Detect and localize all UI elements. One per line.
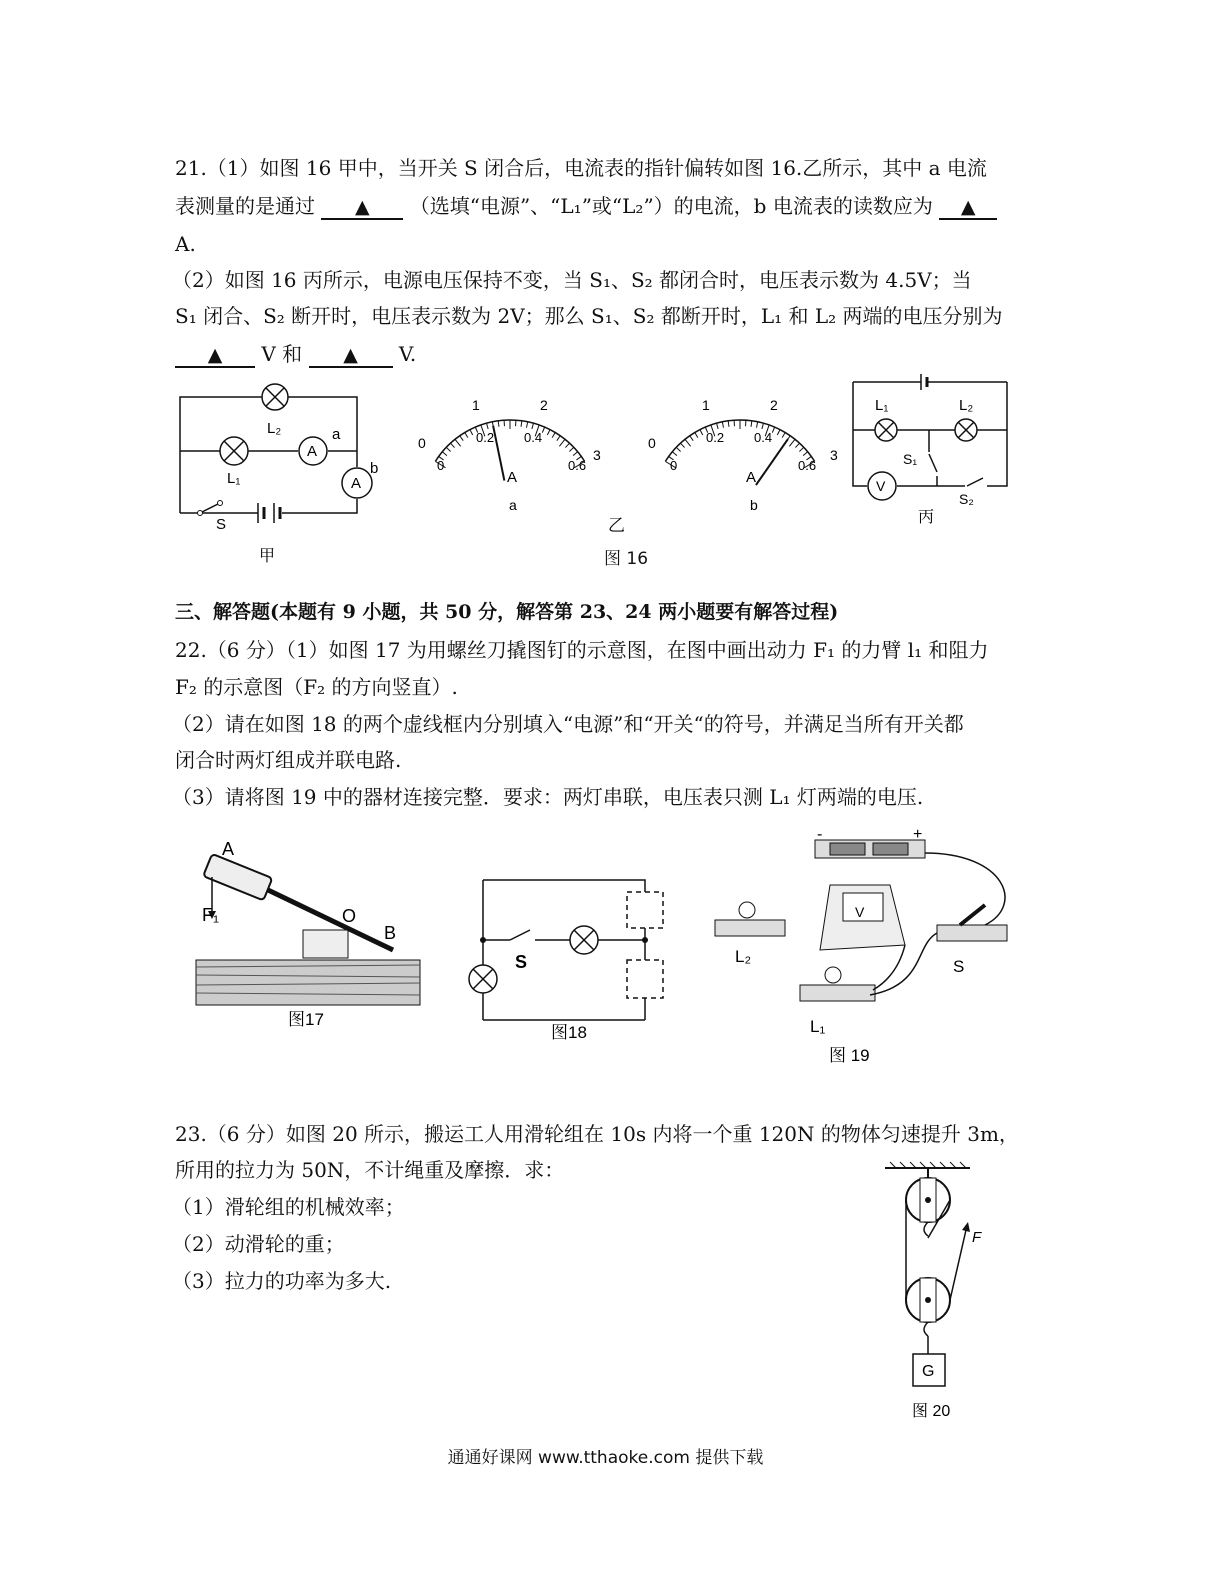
meter-tick bbox=[465, 433, 468, 438]
fig16-yi-label: 乙 bbox=[608, 516, 625, 536]
answer-blank-1[interactable]: ▲ bbox=[321, 196, 403, 220]
meter-tick bbox=[455, 439, 461, 446]
fig19-voltmeter-symbol: V bbox=[855, 904, 865, 920]
answer-blank-3[interactable]: ▲ bbox=[175, 344, 255, 368]
meter-tick bbox=[676, 447, 680, 451]
q21-text-b: （选填“电源”、“L₁”或“L₂”）的电流，b 电流表的读数应为 bbox=[409, 194, 933, 218]
meter-tick bbox=[446, 447, 450, 451]
meter-b-top-2: 2 bbox=[770, 397, 778, 413]
q21-line4: （2）如图 16 丙所示，电源电压保持不变，当 S₁、S₂ 都闭合时，电压表示数为 4.5V；当 bbox=[172, 268, 972, 292]
meter-tick bbox=[717, 423, 719, 429]
fig20-label-F: F bbox=[972, 1229, 982, 1246]
meter-a-top-3: 3 bbox=[593, 447, 601, 463]
jia-label-S: S bbox=[216, 516, 227, 533]
q22-line2: F₂ 的示意图（F₂ 的方向竖直）. bbox=[175, 675, 458, 699]
fig17-label-F1: F₁ bbox=[202, 905, 220, 925]
bing-caption: 丙 bbox=[918, 509, 935, 526]
meter-tick bbox=[573, 452, 578, 456]
meter-tick bbox=[557, 436, 560, 441]
meter-tick bbox=[487, 423, 489, 429]
meter-b-bottom-0.4: 0.4 bbox=[754, 430, 773, 445]
q21-line2 bbox=[175, 192, 997, 220]
meter-needle bbox=[493, 426, 504, 481]
fig16-caption: 图 16 bbox=[604, 549, 649, 569]
meter-tick bbox=[728, 421, 729, 427]
q21-text-v: V. bbox=[398, 342, 417, 366]
bing-label-S2: S₂ bbox=[959, 491, 974, 507]
meter-a-name: a bbox=[509, 497, 517, 513]
meter-tick bbox=[521, 421, 522, 427]
meter-b-bottom-0.6: 0.6 bbox=[798, 458, 817, 473]
jia-label-a: a bbox=[332, 426, 341, 443]
meter-tick bbox=[498, 421, 499, 427]
fig20-label-G: G bbox=[922, 1363, 935, 1380]
meter-tick bbox=[681, 443, 685, 447]
meter-tick bbox=[470, 430, 473, 435]
bing-label-S1: S₁ bbox=[903, 451, 918, 467]
q22-line3: （2）请在如图 18 的两个虚线框内分别填入“电源”和“开关“的符号，并满足当所有开关都 bbox=[172, 712, 964, 736]
q23-line1: 23.（6 分）如图 20 所示，搬运工人用滑轮组在 10s 内将一个重 120N 的物体匀速提升 3m， bbox=[175, 1122, 1019, 1146]
fig19-label-S: S bbox=[953, 957, 965, 976]
q21-line1: 21.（1）如图 16 甲中，当开关 S 闭合后，电流表的指针偏转如图 16.乙所示，其中 a 电流 bbox=[175, 156, 987, 180]
meter-a-top-0: 0 bbox=[418, 435, 426, 451]
meter-tick bbox=[777, 430, 780, 435]
meter-tick bbox=[526, 422, 527, 428]
q22-line5: （3）请将图 19 中的器材连接完整．要求：两灯串联，电压表只测 L₁ 灯两端的电压. bbox=[172, 785, 924, 809]
meter-tick bbox=[695, 433, 698, 438]
fig17-label-A: A bbox=[222, 839, 235, 859]
answer-blank-4[interactable]: ▲ bbox=[309, 344, 393, 368]
fig18-circuit bbox=[465, 870, 675, 1050]
bing-label-L2: L₂ bbox=[959, 397, 974, 414]
q22-line1: 22.（6 分）（1）如图 17 为用螺丝刀撬图钉的示意图，在图中画出动力 F₁ 的力臂 l₁ 和阻力 bbox=[175, 638, 989, 662]
q21-line5: S₁ 闭合、S₂ 断开时，电压表示数为 2V；那么 S₁、S₂ 都断开时，L₁ 和 L₂ 两端的电压分别为 bbox=[175, 304, 1003, 328]
meter-tick bbox=[460, 436, 463, 441]
q21-line6 bbox=[175, 340, 416, 368]
meter-b-bottom-0.2: 0.2 bbox=[706, 430, 725, 445]
meter-tick bbox=[722, 422, 723, 428]
meter-tick bbox=[756, 422, 757, 428]
meter-tick bbox=[442, 452, 447, 456]
fig19-label-L1: L₁ bbox=[810, 1017, 826, 1036]
section-3-heading: 三、解答题(本题有 9 小题，共 50 分，解答第 23、24 两小题要有解答过程) bbox=[175, 601, 839, 623]
q23-line2: 所用的拉力为 50N，不计绳重及摩擦．求： bbox=[175, 1158, 565, 1182]
fig19-caption: 图 19 bbox=[829, 1046, 870, 1065]
meter-a-bottom-0.4: 0.4 bbox=[524, 430, 543, 445]
jia-ammeter-a-symbol: A bbox=[307, 443, 318, 460]
q23-line3: （1）滑轮组的机械效率； bbox=[172, 1195, 405, 1219]
fig18-caption: 图18 bbox=[551, 1023, 587, 1042]
bing-label-L1: L₁ bbox=[875, 397, 889, 414]
meter-tick bbox=[772, 427, 774, 433]
meter-tick bbox=[565, 443, 569, 447]
meter-tick bbox=[751, 421, 752, 427]
meter-a-bottom-0.2: 0.2 bbox=[476, 430, 495, 445]
meter-tick bbox=[690, 436, 693, 441]
fig17-label-B: B bbox=[384, 923, 397, 943]
meter-tick bbox=[532, 423, 534, 429]
meter-a-top-1: 1 bbox=[472, 397, 480, 413]
jia-label-L2: L₂ bbox=[267, 420, 282, 437]
meter-tick bbox=[789, 439, 795, 446]
fig19-battery-plus: + bbox=[913, 826, 923, 843]
meter-tick bbox=[672, 452, 677, 456]
meter-b-top-0: 0 bbox=[648, 435, 656, 451]
q21-line3: A. bbox=[175, 232, 196, 256]
meter-b-name: b bbox=[750, 497, 758, 513]
fig19-label-L2: L₂ bbox=[735, 947, 752, 966]
meter-b-top-3: 3 bbox=[830, 447, 838, 463]
meter-b-unit: A bbox=[746, 469, 757, 486]
q23-line4: （2）动滑轮的重； bbox=[172, 1232, 345, 1256]
meter-b-top-1: 1 bbox=[702, 397, 710, 413]
meter-tick bbox=[803, 452, 808, 456]
q21-text-a: 表测量的是通过 bbox=[175, 194, 315, 218]
meter-tick bbox=[782, 433, 785, 438]
jia-label-L1: L₁ bbox=[227, 470, 241, 487]
meter-tick bbox=[762, 423, 764, 429]
fig20-pulley bbox=[870, 1160, 990, 1425]
meter-a-top-2: 2 bbox=[540, 397, 548, 413]
meter-tick bbox=[547, 430, 550, 435]
meter-a-bottom-0: 0 bbox=[437, 458, 445, 473]
fig17-caption: 图17 bbox=[288, 1010, 324, 1029]
meter-tick bbox=[799, 447, 803, 451]
meter-tick bbox=[685, 439, 691, 446]
page-footer: 通通好课网 www.tthaoke.com 提供下载 bbox=[447, 1448, 764, 1468]
fig19-battery-minus: - bbox=[817, 826, 823, 843]
meter-tick bbox=[795, 443, 799, 447]
fig17-screwdriver bbox=[188, 835, 428, 1035]
q21-text-v-and: V 和 bbox=[261, 342, 303, 366]
q22-line4: 闭合时两灯组成并联电路. bbox=[175, 748, 402, 772]
jia-label-b: b bbox=[370, 460, 379, 477]
meter-tick bbox=[451, 443, 455, 447]
fig18-label-S: S bbox=[515, 952, 528, 972]
meter-b-bottom-0: 0 bbox=[670, 458, 678, 473]
jia-caption: 甲 bbox=[259, 548, 276, 565]
fig16-meter-b bbox=[640, 390, 845, 520]
meter-tick bbox=[552, 433, 555, 438]
meter-tick bbox=[542, 427, 544, 433]
fig19-apparatus bbox=[705, 825, 1035, 1070]
meter-a-bottom-0.6: 0.6 bbox=[568, 458, 587, 473]
fig16-jia-circuit bbox=[170, 375, 400, 570]
fig16-meter-a bbox=[410, 390, 610, 520]
fig16-bing-circuit bbox=[845, 372, 1015, 532]
meter-tick bbox=[559, 439, 565, 446]
fig20-caption: 图 20 bbox=[912, 1403, 951, 1420]
bing-voltmeter-symbol: V bbox=[876, 478, 886, 494]
meter-tick bbox=[700, 430, 703, 435]
fig17-label-O: O bbox=[342, 906, 357, 926]
jia-ammeter-b-symbol: A bbox=[351, 475, 362, 492]
meter-needle bbox=[756, 439, 788, 485]
answer-blank-2[interactable]: ▲ bbox=[939, 196, 997, 220]
meter-a-unit: A bbox=[507, 469, 518, 486]
q23-line5: （3）拉力的功率为多大. bbox=[172, 1269, 392, 1293]
meter-tick bbox=[569, 447, 573, 451]
